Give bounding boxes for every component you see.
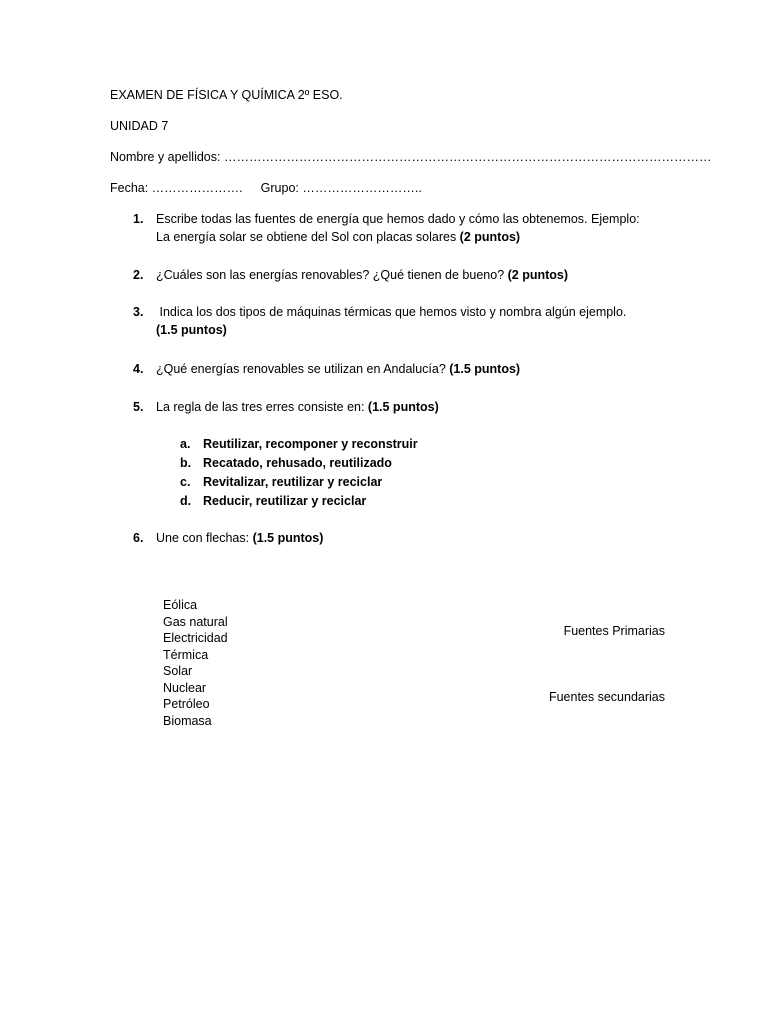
option-text: Reutilizar, recomponer y reconstruir	[203, 437, 418, 451]
list-item: Electricidad	[163, 631, 228, 645]
question-5-text: La regla de las tres erres consiste en: (1.5 puntos)	[156, 400, 439, 414]
question-number: 5.	[133, 400, 144, 414]
list-item: Petróleo	[163, 697, 210, 711]
matching-right-primary: Fuentes Primarias	[563, 624, 665, 638]
question-points: (2 puntos)	[507, 268, 569, 282]
option-letter: b.	[180, 456, 192, 470]
question-number: 4.	[133, 362, 144, 376]
exam-title: EXAMEN DE FÍSICA Y QUÍMICA 2º ESO.	[110, 88, 343, 102]
option-letter: a.	[180, 437, 191, 451]
date-field: Fecha: ………………….	[110, 181, 243, 195]
question-4-text: ¿Qué energías renovables se utilizan en Andalucía? (1.5 puntos)	[156, 362, 521, 376]
question-6-text: Une con flechas: (1.5 puntos)	[156, 531, 324, 545]
option-text: Reducir, reutilizar y reciclar	[203, 494, 367, 508]
question-1-text: Escribe todas las fuentes de energía que hemos dado y cómo las obtenemos. Ejemplo: La energía solar se obtiene del Sol con placas solares (2 puntos)	[156, 212, 640, 244]
matching-right-secondary: Fuentes secundarias	[548, 690, 665, 704]
question-points: (1.5 puntos)	[449, 362, 521, 376]
option-text: Revitalizar, reutilizar y reciclar	[203, 475, 383, 489]
question-3-text: Indica los dos tipos de máquinas térmicas que hemos visto y nombra algún ejemplo. (1.5 puntos)	[156, 303, 676, 339]
list-item: Solar	[163, 664, 193, 678]
question-points: (1.5 puntos)	[156, 323, 227, 337]
option-letter: c.	[180, 475, 191, 489]
question-points: (2 puntos)	[459, 230, 521, 244]
unit-label: UNIDAD 7	[110, 119, 169, 133]
name-field-line: Nombre y apellidos: ………………………………………………………………………………………………………	[110, 150, 712, 164]
option-text: Recatado, rehusado, reutilizado	[203, 456, 392, 470]
question-number: 3.	[133, 305, 144, 319]
question-number: 1.	[133, 212, 144, 226]
question-number: 2.	[133, 268, 144, 282]
question-2-text: ¿Cuáles son las energías renovables? ¿Qué tienen de bueno? (2 puntos)	[156, 268, 569, 282]
list-item: Biomasa	[163, 713, 212, 728]
question-number: 6.	[133, 531, 144, 545]
matching-left-list	[163, 597, 228, 729]
question-points: (1.5 puntos)	[367, 400, 439, 414]
list-item: Térmica	[163, 647, 209, 662]
date-group-line	[110, 180, 422, 196]
option-letter: d.	[180, 494, 192, 508]
question-points: (1.5 puntos)	[252, 531, 324, 545]
list-item: Nuclear	[163, 680, 207, 695]
list-item: Gas natural	[163, 614, 228, 629]
list-item: Eólica	[163, 598, 198, 612]
group-field: Grupo: ………………………..	[260, 181, 422, 195]
